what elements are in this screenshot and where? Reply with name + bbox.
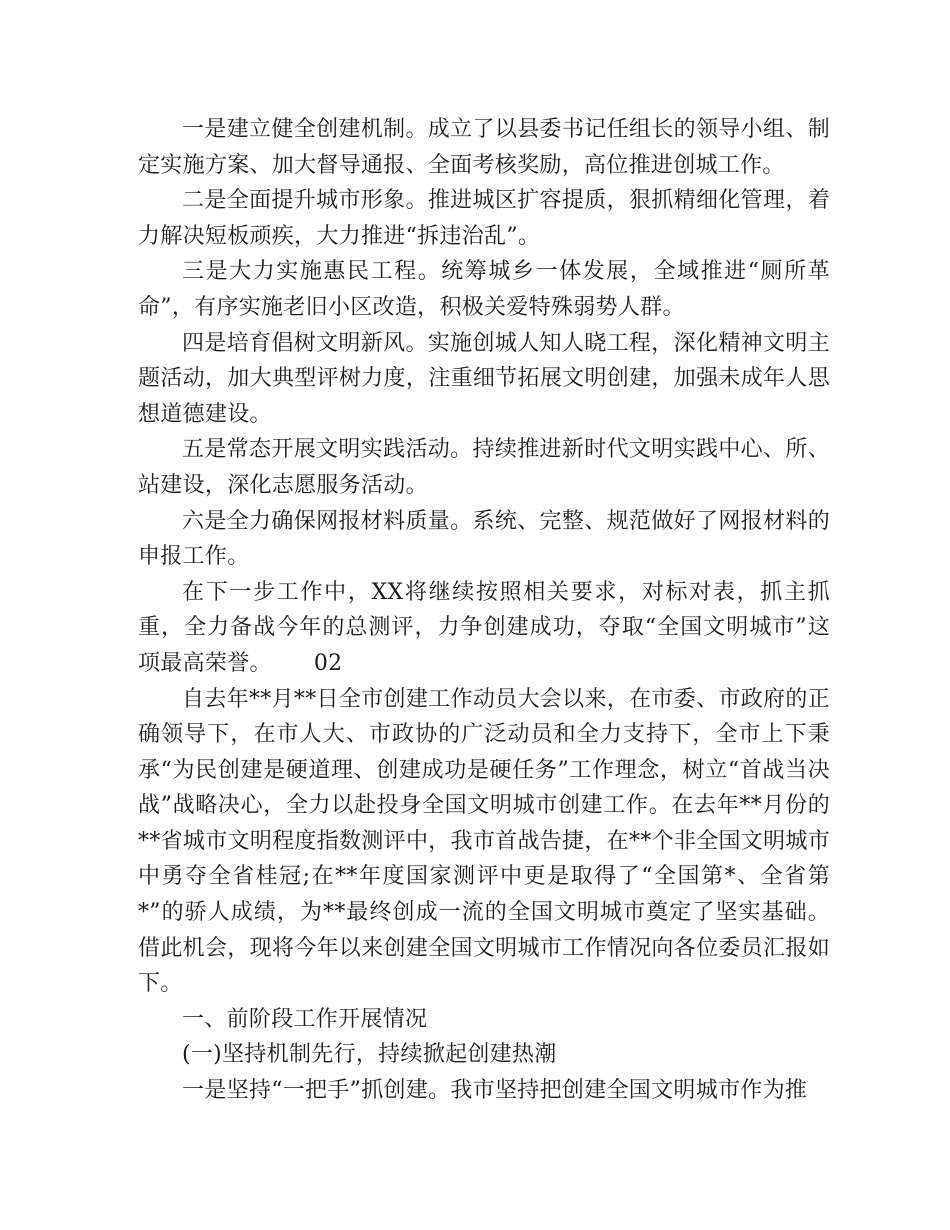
paragraph-civility: 四是培育倡树文明新风。实施创城人知人晓工程，深化精神文明主题活动，加大典型评树力度，注重细节拓展文明创建，加强未成年人思想道德建设。 xyxy=(138,330,830,427)
paragraph-livelihood: 三是大力实施惠民工程。统筹城乡一体发展，全域推进“厕所革命”，有序实施老旧小区改造，积极关爱特殊弱势人群。 xyxy=(138,259,830,320)
heading-work-progress: 一、前阶段工作开展情况 xyxy=(182,1006,428,1032)
paragraph-online-materials: 六是全力确保网报材料质量。系统、完整、规范做好了网报材料的申报工作。 xyxy=(138,508,830,570)
paragraph-mechanism: 一是建立健全创建机制。成立了以县委书记任组长的领导小组、制定实施方案、加大督导通报、全面考核奖励，高位推进创城工作。 xyxy=(138,117,830,178)
paragraph-practice: 五是常态开展文明实践活动。持续推进新时代文明实践中心、所、站建设，深化志愿服务活动。 xyxy=(138,437,830,498)
paragraph-next-steps xyxy=(138,575,830,682)
paragraph-report-intro: 自去年**月**日全市创建工作动员大会以来，在市委、市政府的正确领导下，在市人大、市政协的广泛动员和全力支持下，全市上下秉承“为民创建是硬道理、创建成功是硬任务”工作理念，树立“首战当决战”战略决心，全力以赴投身全国文明城市创建工作。在去年**月份的**省城市文明程度指数测评中，我市首战告捷，在**个非全国文明城市中勇夺全省桂冠;在**年度国家测评中更是取得了“全国第*、全省第*”的骄人成绩，为**最终创成一流的全国文明城市奠定了坚实基础。借此机会，现将今年以来创建全国文明城市工作情况向各位委员汇报如下。 xyxy=(138,686,830,997)
section-marker: 02 xyxy=(313,650,343,676)
paragraph-leader-commitment: 一是坚持“一把手”抓创建。我市坚持把创建全国文明城市作为推 xyxy=(182,1078,808,1104)
next-steps-text: 在下一步工作中，XX将继续按照相关要求，对标对表，抓主抓重，全力备战今年的总测评，力争创建成功，夺取“全国文明城市”这项最高荣誉。 xyxy=(138,579,830,676)
paragraph-city-image: 二是全面提升城市形象。推进城区扩容提质，狠抓精细化管理，着力解决短板顽疾，大力推进“拆违治乱”。 xyxy=(138,188,830,249)
document-body xyxy=(138,112,830,1109)
subheading-mechanism-first: (一)坚持机制先行，持续掀起创建热潮 xyxy=(182,1042,557,1068)
